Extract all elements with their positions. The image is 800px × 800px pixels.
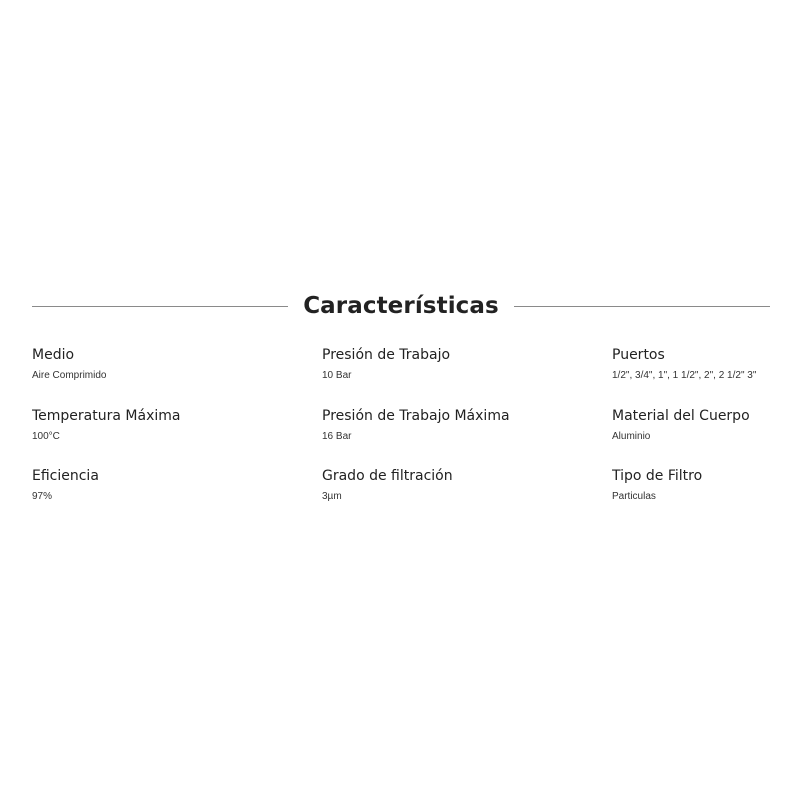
spec-label: Medio bbox=[32, 347, 75, 363]
spec-grado-de-filtracion bbox=[322, 467, 612, 528]
spec-label: Tipo de Filtro bbox=[612, 468, 703, 484]
spec-tipo-de-filtro bbox=[612, 467, 770, 528]
specs-grid bbox=[32, 346, 770, 528]
spec-value: Aire Comprimido bbox=[32, 370, 107, 381]
section-title: Características bbox=[303, 293, 499, 319]
spec-label: Material del Cuerpo bbox=[612, 407, 750, 424]
spec-value: 10 Bar bbox=[322, 370, 352, 381]
spec-label: Presión de Trabajo bbox=[322, 347, 451, 363]
spec-value: 3µm bbox=[322, 491, 342, 502]
spec-temperatura-maxima bbox=[32, 407, 322, 468]
spec-presion-de-trabajo-maxima bbox=[322, 407, 612, 468]
spec-value: Aluminio bbox=[612, 430, 651, 442]
spec-material-del-cuerpo bbox=[612, 407, 770, 468]
spec-eficiencia bbox=[32, 467, 322, 528]
spec-value: Particulas bbox=[612, 491, 656, 502]
spec-label: Temperatura Máxima bbox=[32, 407, 181, 424]
heading-divider-right bbox=[514, 306, 770, 307]
spec-value: 97% bbox=[32, 491, 53, 502]
spec-value: 1/2", 3/4", 1", 1 1/2", 2", 2 1/2" 3" bbox=[612, 370, 757, 381]
section-heading bbox=[32, 288, 770, 324]
spec-value: 16 Bar bbox=[322, 430, 352, 442]
spec-label: Eficiencia bbox=[32, 468, 99, 484]
heading-divider-left bbox=[32, 306, 288, 307]
spec-label: Puertos bbox=[612, 347, 665, 363]
spec-medio bbox=[32, 346, 322, 407]
spec-label: Grado de filtración bbox=[322, 468, 453, 484]
spec-puertos bbox=[612, 346, 770, 407]
spec-presion-de-trabajo bbox=[322, 346, 612, 407]
spec-value: 100°C bbox=[32, 430, 60, 442]
spec-label: Presión de Trabajo Máxima bbox=[322, 407, 510, 424]
